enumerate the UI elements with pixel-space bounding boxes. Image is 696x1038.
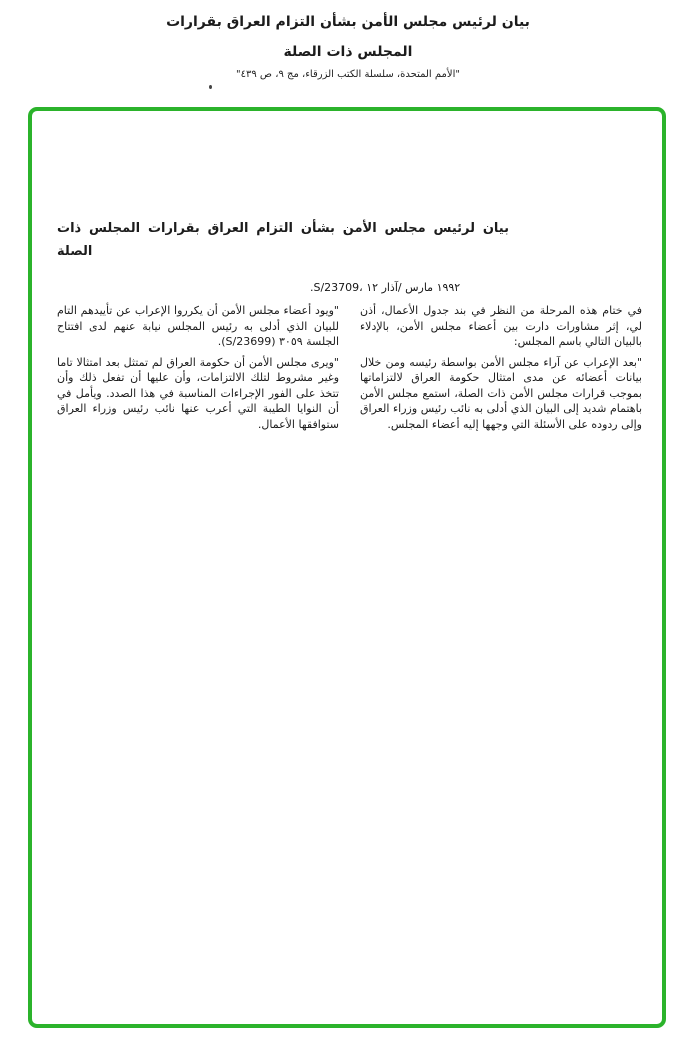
page-header-title-line2: المجلس ذات الصلة <box>283 44 413 60</box>
page-header-title-line1: بيان لرئيس مجلس الأمن بشأن التزام العراق بقرارات <box>166 14 530 30</box>
paragraph: في ختام هذه المرحلة من النظر في بند جدول الأعمال، أذن لي، إثر مشاورات دارت بين أعضاء مجلس الأمن، بالإدلاء بالبيان التالي باسم المجلس: <box>360 304 642 348</box>
document-title-line2: الصلة <box>57 244 93 259</box>
text-column-left <box>57 303 339 437</box>
paragraph: "بعد الإعراب عن آراء مجلس الأمن بواسطة رئيسه ومن خلال بيانات أعضائه عن مدى امتثال حكومة العراق لالتزاماتها بموجب قرارات مجلس الأمن ذات الصلة، استمع مجلس الأمن باهتمام شديد إلى البيان الذي أدلى به نائب رئيس وزراء العراق وإلى ردوده على الأسئلة التي وجهها إليه أعضاء المجلس. <box>360 355 642 431</box>
paragraph: "ويرى مجلس الأمن أن حكومة العراق لم تمتثل بعد امتثالا تاما وغير مشروط لتلك الالتزامات، وأن عليها أن تفعل ذلك وأن تتخذ على الفور الإجراءات المناسبة في هذا الصدد. ويأمل في أن النوايا الطيبة التي أعرب عنها نائب رئيس وزراء العراق ستوافقها الأعمال. <box>57 355 339 431</box>
source-citation: "الأمم المتحدة، سلسلة الكتب الزرقاء، مج ٩، ص ٤٣٩" <box>236 69 460 80</box>
text-column-right <box>360 303 642 437</box>
document-title-line1: بيان لرئيس مجلس الأمن بشأن التزام العراق بقرارات المجلس ذات <box>57 221 509 236</box>
scan-artifact-dot <box>209 85 212 89</box>
document-reference: .S/23709، ١٢ ‎آذار/ ‎مارس ‎١٩٩٢ <box>310 281 461 294</box>
paragraph: "ويود أعضاء مجلس الأمن أن يكرروا الإعراب عن تأييدهم التام للبيان الذي أدلى به رئيس المجلس نيابة عنهم لدى افتتاح الجلسة ٣٠٥٩ (S/23699). <box>57 304 339 348</box>
document-frame <box>28 107 666 1028</box>
